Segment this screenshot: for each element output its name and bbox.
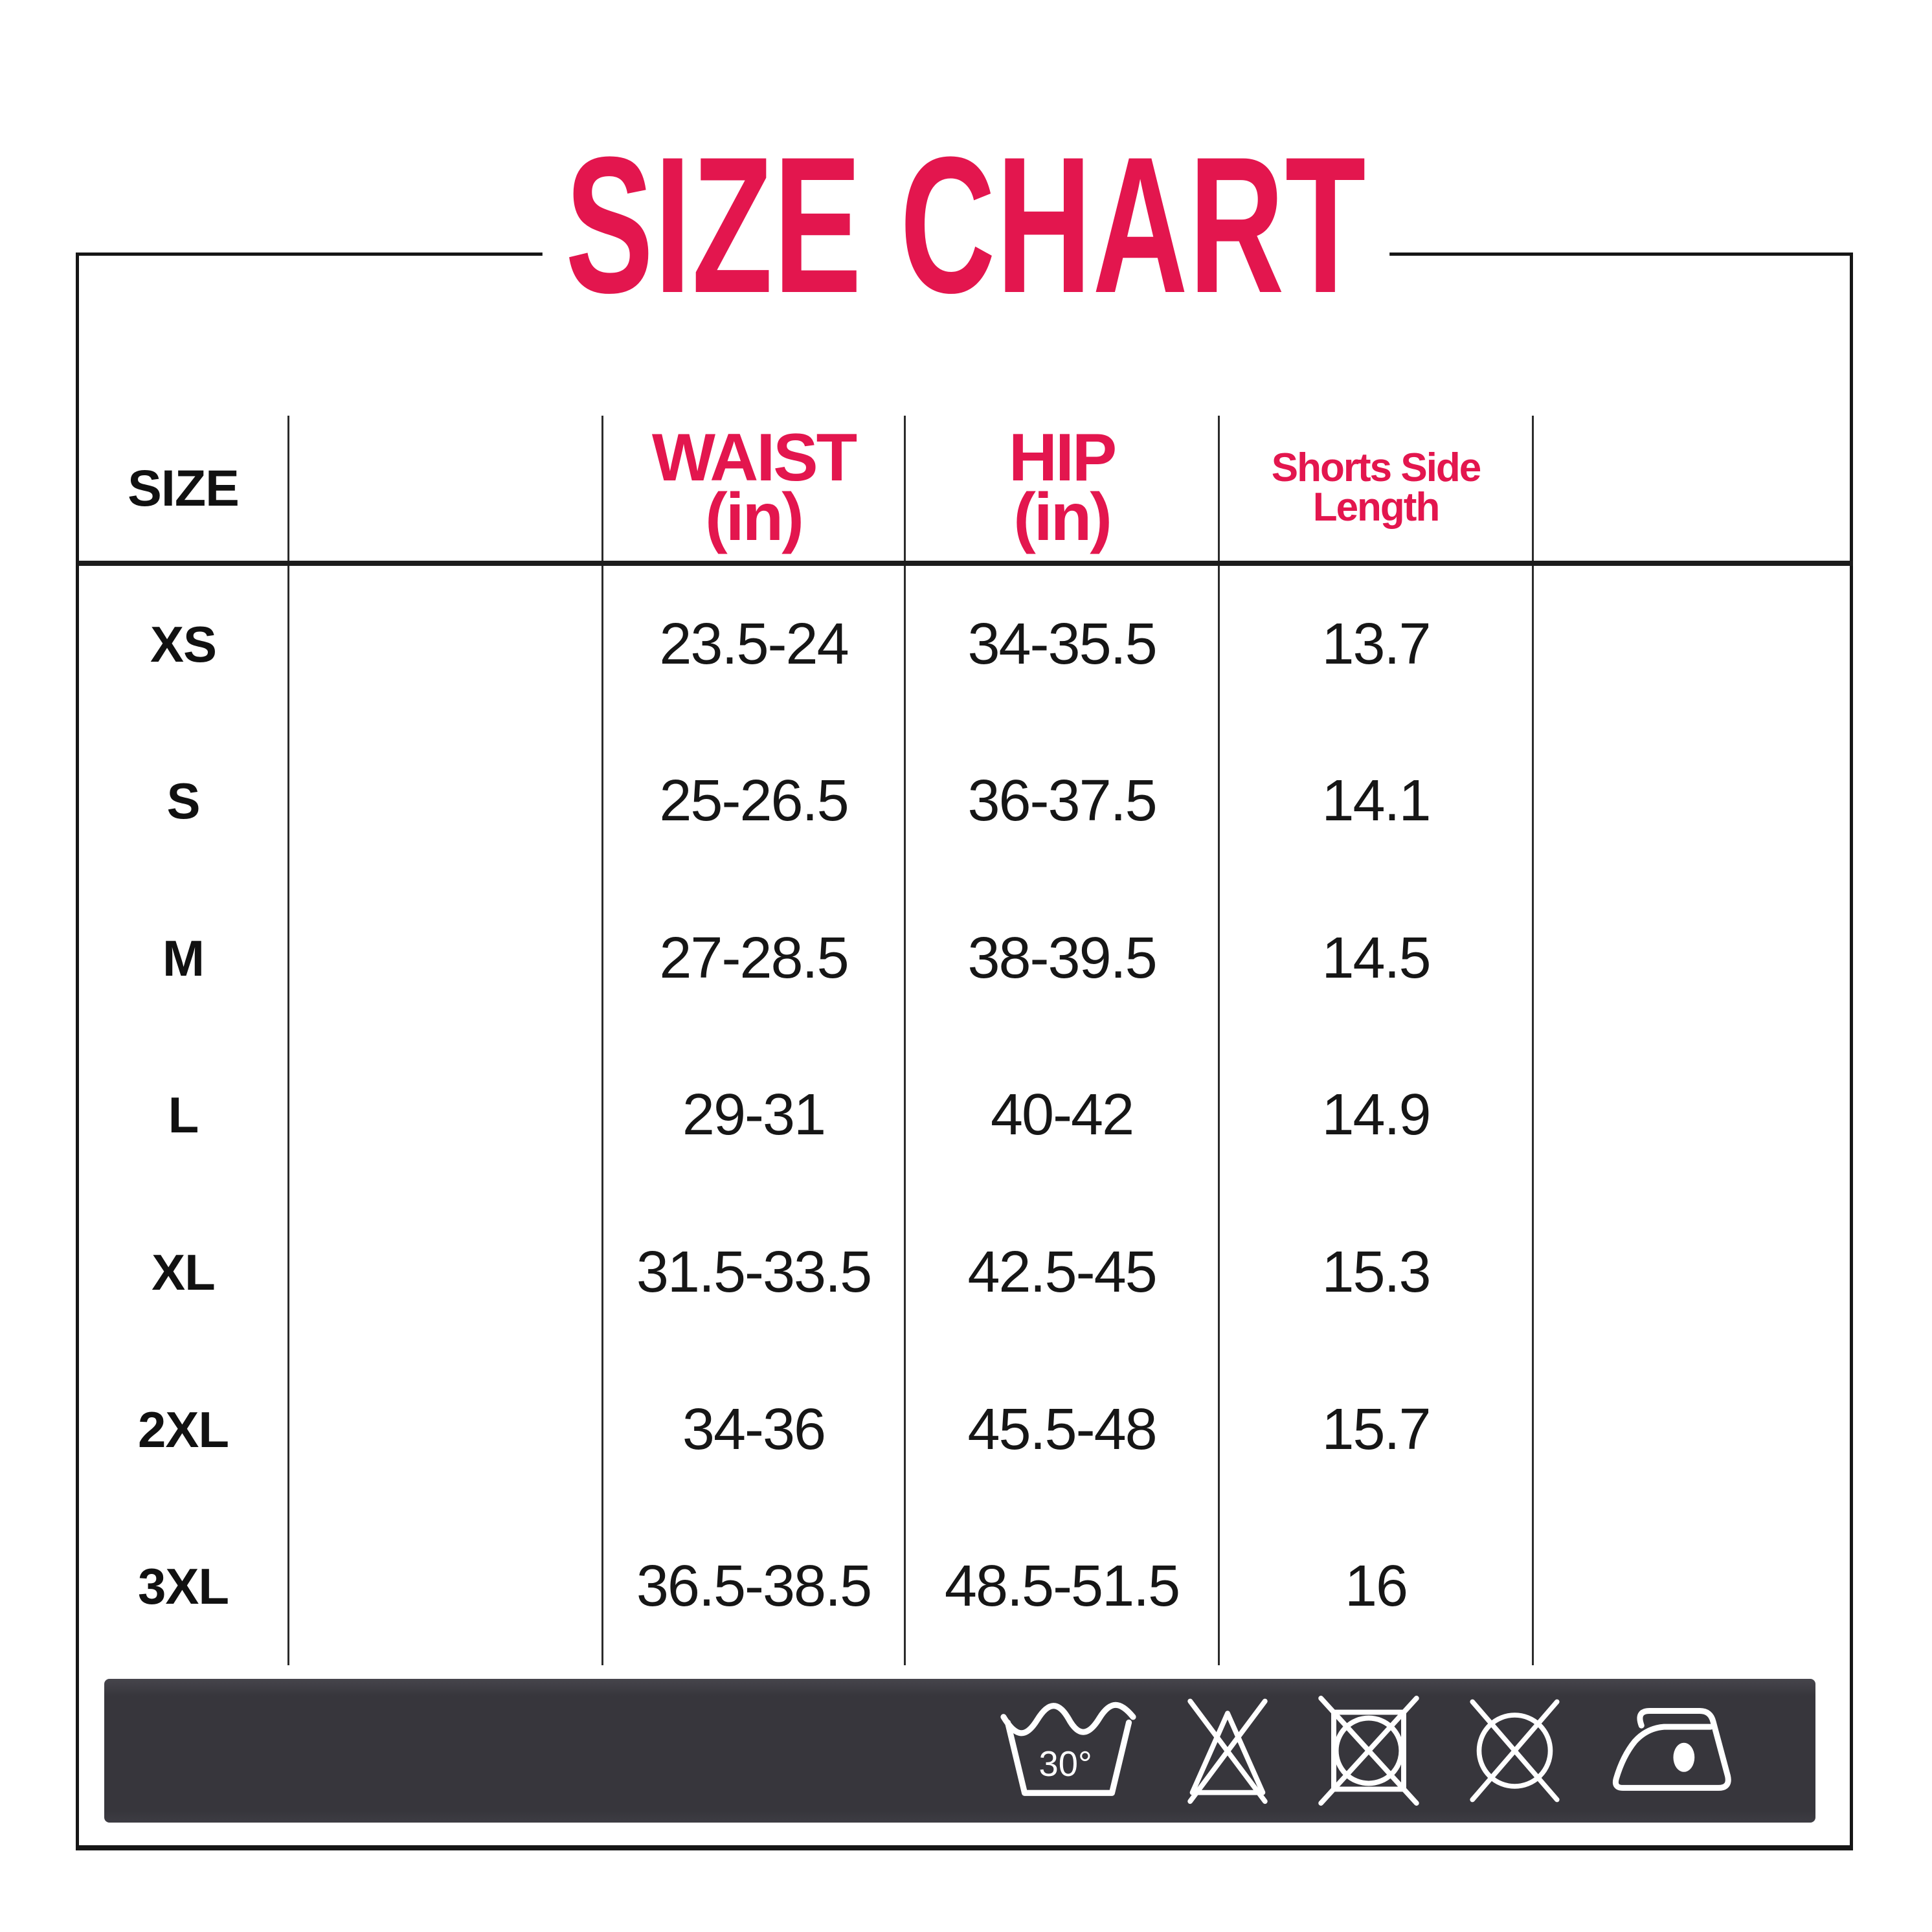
table-row-cell (79, 1037, 289, 1195)
wash-30-icon (998, 1694, 1139, 1807)
table-row-cell (1220, 1194, 1534, 1351)
table-row-cell (906, 880, 1220, 1037)
empty-cell (1534, 880, 1853, 1037)
empty-cell (1534, 1508, 1853, 1665)
header-hip-label: HIP (1008, 420, 1116, 496)
table-row-cell (906, 1351, 1220, 1509)
table-row-cell (79, 880, 289, 1037)
hip-value: 40-42 (990, 1083, 1134, 1148)
hip-value: 42.5-45 (967, 1240, 1156, 1305)
waist-value: 23.5-24 (659, 611, 848, 677)
table-row-cell (79, 1351, 289, 1509)
empty-cell (289, 1037, 603, 1195)
waist-value: 34-36 (682, 1397, 826, 1462)
table-row-cell (906, 1508, 1220, 1665)
empty-cell (289, 1508, 603, 1665)
header-shorts-label-1: Shorts Side (1271, 445, 1481, 491)
header-shorts-length (1220, 416, 1534, 561)
table-row-cell (603, 566, 906, 723)
header-waist (603, 416, 906, 561)
size-table (79, 416, 1853, 1665)
header-shorts-label-2: Length (1312, 485, 1439, 530)
header-spacer-column (1534, 416, 1853, 561)
table-row-cell (1220, 1508, 1534, 1665)
size-label: XL (152, 1244, 215, 1301)
empty-cell (1534, 723, 1853, 881)
do-not-dry-clean-icon (1461, 1695, 1568, 1806)
empty-cell (1534, 1194, 1853, 1351)
table-row-cell (79, 723, 289, 881)
table-row-cell (1220, 723, 1534, 881)
length-value: 14.5 (1321, 925, 1430, 991)
header-size (79, 416, 289, 561)
size-label: 3XL (137, 1558, 229, 1615)
hip-value: 34-35.5 (967, 611, 1156, 677)
header-hip-unit: (in) (1013, 480, 1110, 555)
length-value: 14.9 (1321, 1083, 1430, 1148)
table-row-cell (906, 1037, 1220, 1195)
header-divider-line (79, 561, 1853, 566)
empty-cell (1534, 1037, 1853, 1195)
header-waist-label: WAIST (651, 420, 856, 496)
do-not-bleach-icon (1179, 1696, 1276, 1806)
length-value: 13.7 (1321, 611, 1430, 677)
empty-cell (289, 880, 603, 1037)
length-value: 14.1 (1321, 769, 1430, 834)
size-label: S (166, 772, 200, 830)
empty-cell (289, 1351, 603, 1509)
header-hip (906, 416, 1220, 561)
waist-value: 25-26.5 (659, 769, 848, 834)
hip-value: 45.5-48 (967, 1397, 1156, 1462)
table-row-cell (603, 1194, 906, 1351)
hip-value: 38-39.5 (967, 925, 1156, 991)
table-row-cell (603, 723, 906, 881)
table-row-cell (603, 1508, 906, 1665)
size-label: M (162, 929, 204, 987)
empty-cell (289, 723, 603, 881)
length-value: 16 (1344, 1554, 1408, 1619)
table-row-cell (1220, 566, 1534, 723)
do-not-tumble-dry-icon (1316, 1692, 1421, 1809)
header-waist-unit: (in) (705, 480, 802, 555)
iron-one-dot-icon (1608, 1703, 1741, 1799)
table-row-cell (603, 880, 906, 1037)
table-row-cell (603, 1351, 906, 1509)
size-label: L (168, 1086, 199, 1144)
table-row-cell (1220, 1037, 1534, 1195)
table-row-cell (906, 723, 1220, 881)
page-title-wrap (0, 116, 1932, 333)
table-row-cell (906, 1194, 1220, 1351)
size-label: 2XL (137, 1400, 229, 1458)
empty-cell (1534, 1351, 1853, 1509)
empty-cell (289, 566, 603, 723)
waist-value: 27-28.5 (659, 925, 848, 991)
iron-dot (1673, 1743, 1694, 1772)
table-row-cell (1220, 1351, 1534, 1509)
table-row-cell (906, 566, 1220, 723)
hip-value: 36-37.5 (967, 769, 1156, 834)
length-value: 15.3 (1321, 1240, 1430, 1305)
hip-value: 48.5-51.5 (944, 1554, 1180, 1619)
waist-value: 36.5-38.5 (636, 1554, 871, 1619)
table-row-cell (79, 1194, 289, 1351)
empty-cell (1534, 566, 1853, 723)
table-row-cell (603, 1037, 906, 1195)
header-size-label: SIZE (128, 459, 239, 517)
header-photo-column (289, 416, 603, 561)
waist-value: 31.5-33.5 (636, 1240, 871, 1305)
length-value: 15.7 (1321, 1397, 1430, 1462)
table-row-cell (79, 566, 289, 723)
page-title: SIZE CHART (543, 137, 1389, 312)
table-row-cell (79, 1508, 289, 1665)
wash-temp-label: 30° (1039, 1744, 1092, 1784)
size-label: XS (150, 615, 216, 673)
care-instructions-bar (104, 1679, 1815, 1823)
empty-cell (289, 1194, 603, 1351)
table-row-cell (1220, 880, 1534, 1037)
waist-value: 29-31 (682, 1083, 826, 1148)
